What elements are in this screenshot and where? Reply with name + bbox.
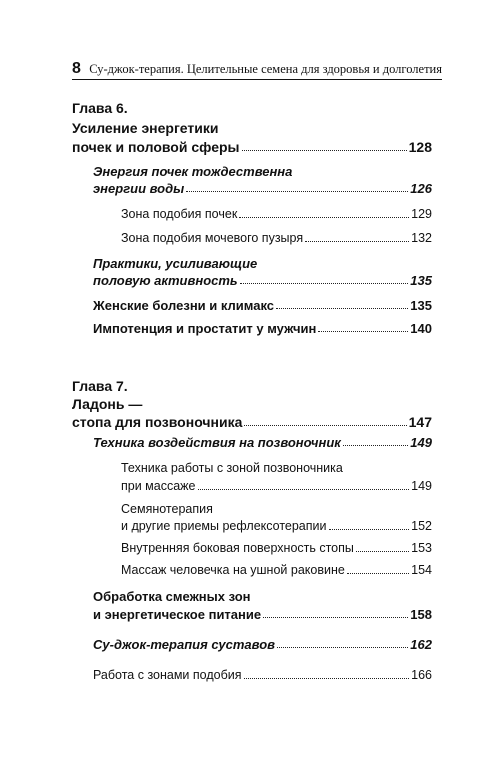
toc-page-number: 158 (410, 607, 432, 622)
toc-page-number: 128 (408, 139, 432, 155)
toc-entry[interactable] (72, 415, 432, 429)
dot-leader (343, 445, 408, 446)
toc-page-number: 149 (410, 435, 432, 450)
toc-page-number: 149 (411, 479, 432, 493)
toc-entry-title: почек и половой сферы (72, 139, 240, 155)
toc-page-number: 152 (411, 519, 432, 533)
toc-page-number: 162 (410, 637, 432, 652)
dot-leader (198, 489, 410, 490)
toc-page-number: 135 (410, 273, 432, 288)
toc-page-number: 166 (411, 668, 432, 682)
toc-entry[interactable] (93, 322, 432, 335)
toc-page-number: 153 (411, 541, 432, 555)
toc-entry-title-line: Техника работы с зоной позвоночника (121, 461, 343, 475)
toc-entry[interactable] (93, 608, 432, 621)
toc-entry[interactable] (121, 520, 432, 533)
running-header (72, 62, 442, 78)
toc-entry-title-line: Энергия почек тождественна (93, 164, 293, 179)
dot-leader (244, 678, 410, 679)
dot-leader (277, 647, 408, 648)
toc-entry-title: и другие приемы рефлексотерапии (121, 519, 327, 533)
toc-entry-title: энергии воды (93, 181, 185, 196)
toc-entry[interactable] (121, 232, 432, 245)
page-number: 8 (72, 60, 81, 77)
toc-entry[interactable] (93, 669, 432, 682)
toc-entry-title: Женские болезни и климакс (93, 298, 275, 313)
toc-entry-title: Работа с зонами подобия (93, 668, 242, 682)
dot-leader (318, 331, 408, 332)
toc-page-number: 154 (411, 563, 432, 577)
toc-entry-title: Зона подобия мочевого пузыря (121, 231, 304, 245)
header-rule (72, 79, 442, 80)
toc-entry-title: стопа для позвоночника (72, 414, 243, 430)
toc-entry-title: Зона подобия почек (121, 207, 238, 221)
dot-leader (329, 529, 410, 530)
toc-page-number: 129 (411, 207, 432, 221)
chapter-heading: Глава 7. (72, 378, 128, 394)
toc-entry[interactable] (93, 274, 432, 287)
toc-entry-title: Внутренняя боковая поверхность стопы (121, 541, 354, 555)
dot-leader (239, 217, 409, 218)
dot-leader (347, 573, 409, 574)
toc-entry-title: половую активность (93, 273, 238, 288)
toc-entry[interactable] (72, 140, 432, 154)
chapter-title-line: Усиление энергетики (72, 120, 219, 136)
toc-entry-title: Импотенция и простатит у мужчин (93, 321, 317, 336)
toc-entry[interactable] (121, 208, 432, 221)
toc-page-number: 126 (410, 181, 432, 196)
toc-entry[interactable] (93, 182, 432, 195)
chapter-title-line: Ладонь — (72, 396, 143, 412)
toc-entry-title: Су-джок-терапия суставов (93, 637, 275, 652)
toc-entry[interactable] (93, 299, 432, 312)
toc-entry[interactable] (93, 436, 432, 449)
dot-leader (240, 283, 409, 284)
toc-entry-title: Техника воздействия на позвоночник (93, 435, 341, 450)
dot-leader (276, 308, 408, 309)
dot-leader (244, 425, 406, 426)
dot-leader (242, 150, 407, 151)
toc-entry[interactable] (93, 638, 432, 651)
toc-entry-title-line: Практики, усиливающие (93, 256, 258, 271)
chapter-heading: Глава 6. (72, 100, 128, 116)
toc-entry-title: Массаж человечка на ушной раковине (121, 563, 345, 577)
running-title: Су-джок-терапия. Целительные семена для здоровья и долголетия (89, 62, 442, 76)
dot-leader (186, 191, 408, 192)
toc-entry[interactable] (121, 564, 432, 577)
toc-entry-title-line: Семянотерапия (121, 502, 213, 516)
toc-entry-title: при массаже (121, 479, 196, 493)
toc-page-number: 135 (410, 298, 432, 313)
toc-entry[interactable] (121, 480, 432, 493)
dot-leader (305, 241, 409, 242)
toc-page-number: 132 (411, 231, 432, 245)
toc-entry-title: и энергетическое питание (93, 607, 262, 622)
dot-leader (263, 617, 408, 618)
toc-entry-title-line: Обработка смежных зон (93, 589, 251, 604)
toc-page-number: 140 (410, 321, 432, 336)
toc-page-number: 147 (408, 414, 432, 430)
dot-leader (356, 551, 409, 552)
toc-entry[interactable] (121, 542, 432, 555)
